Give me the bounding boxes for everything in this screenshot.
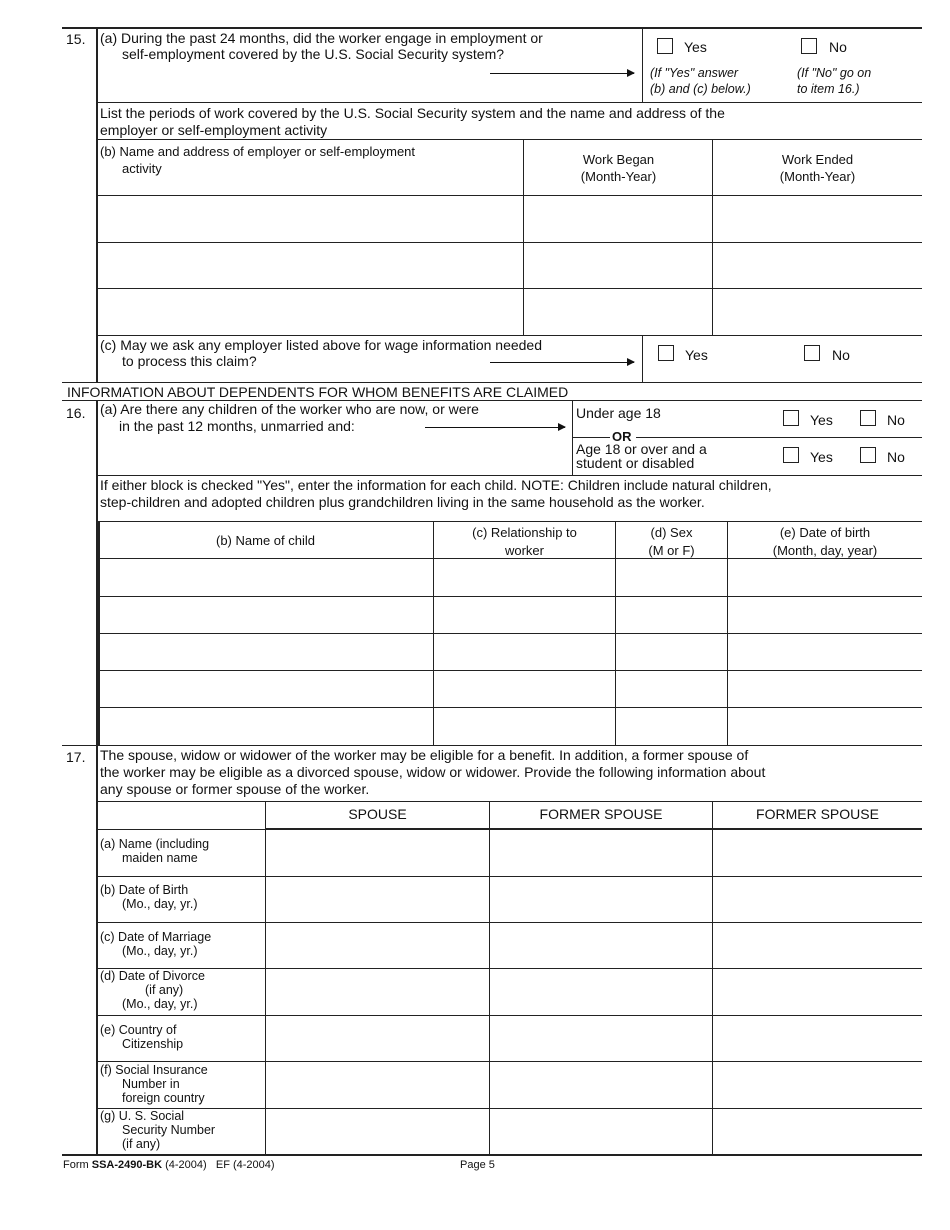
work-began-header-line1: Work Began	[582, 152, 655, 167]
child-row-5-dob-field[interactable]	[728, 708, 921, 745]
former-spouse-1-sin-field[interactable]	[491, 1062, 711, 1107]
q15c-yes-checkbox[interactable]	[658, 345, 674, 361]
spouse-dob-field[interactable]	[267, 877, 488, 921]
row-g-label-line1: (g) U. S. Social	[100, 1109, 185, 1123]
former-spouse-2-ssn-field[interactable]	[714, 1109, 921, 1153]
child-row-2-relationship-field[interactable]	[434, 597, 614, 632]
q17-number: 17.	[66, 749, 86, 765]
former-spouse-1-marriage-date-field[interactable]	[491, 923, 711, 967]
child-row-1-sex-field[interactable]	[616, 559, 726, 595]
q15c-answer-divider	[642, 335, 643, 382]
row-a-label-line1: (a) Name (including	[100, 837, 210, 851]
under-18-no-checkbox[interactable]	[860, 410, 876, 426]
employer-row-3-began-field[interactable]	[524, 289, 711, 334]
q15c-arrow	[490, 362, 634, 363]
form-id: SSA-2490-BK	[91, 1159, 163, 1171]
q17-header-rule	[265, 828, 922, 830]
employer-row-2-name-field[interactable]	[98, 243, 522, 287]
child-row-4-dob-field[interactable]	[728, 671, 921, 706]
row-e-label-line1: (e) Country of	[100, 1023, 177, 1037]
child-row-1-dob-field[interactable]	[728, 559, 921, 595]
child-name-header: (b) Name of child	[216, 533, 315, 548]
former-spouse-2-marriage-date-field[interactable]	[714, 923, 921, 967]
q17-rule-1	[96, 801, 922, 802]
under-18-yes-checkbox[interactable]	[783, 410, 799, 426]
row-c-label-line1: (c) Date of Marriage	[100, 930, 212, 944]
q16a-question-line1: (a) Are there any children of the worker who are now, or were	[100, 401, 479, 417]
q16-note-line1: If either block is checked "Yes", enter the information for each child. NOTE: Children include natural children,	[100, 477, 772, 493]
q15c-yes-label: Yes	[685, 347, 708, 363]
q16a-question-line2: in the past 12 months, unmarried and:	[119, 418, 355, 434]
spouse-ssn-field[interactable]	[267, 1109, 488, 1153]
child-row-5-sex-field[interactable]	[616, 708, 726, 745]
or-rule-right	[636, 437, 922, 438]
work-began-header-line2: (Month-Year)	[580, 169, 657, 184]
q17-top-rule	[62, 745, 922, 746]
q15a-arrow	[490, 73, 634, 74]
top-rule	[62, 27, 922, 29]
q17-col-divider-1	[265, 801, 266, 1155]
employer-row-2-ended-field[interactable]	[713, 243, 921, 287]
spouse-citizenship-field[interactable]	[267, 1016, 488, 1060]
former-spouse-2-citizenship-field[interactable]	[714, 1016, 921, 1060]
under-18-label: Under age 18	[576, 405, 661, 421]
under-18-yes-label: Yes	[810, 412, 833, 428]
child-row-3-sex-field[interactable]	[616, 634, 726, 669]
form-ef: EF (4-2004)	[215, 1159, 275, 1171]
child-row-2-dob-field[interactable]	[728, 597, 921, 632]
over-18-yes-checkbox[interactable]	[783, 447, 799, 463]
child-relationship-header-line2: worker	[504, 543, 544, 558]
former-spouse-2-divorce-date-field[interactable]	[714, 969, 921, 1014]
q15a-no-note-line1: (If "No" go on	[797, 66, 872, 80]
child-row-4-sex-field[interactable]	[616, 671, 726, 706]
child-dob-header-line2: (Month, day, year)	[772, 543, 878, 558]
row-d-label-line1: (d) Date of Divorce	[100, 969, 205, 983]
employer-row-3-ended-field[interactable]	[713, 289, 921, 334]
q16-note-line2: step-children and adopted children plus grandchildren living in the same household as the worker.	[100, 494, 705, 510]
row-d-label-line2: (if any)	[145, 983, 184, 997]
q15a-no-note-line2: to item 16.)	[797, 82, 860, 96]
child-row-3-relationship-field[interactable]	[434, 634, 614, 669]
q16-rule-1	[96, 475, 922, 476]
q15b-header-line1: (b) Name and address of employer or self-employment	[100, 144, 416, 159]
child-sex-header-line2: (M or F)	[648, 543, 695, 558]
child-row-1-name-field[interactable]	[100, 559, 432, 595]
employer-row-1-ended-field[interactable]	[713, 196, 921, 241]
child-row-2-name-field[interactable]	[100, 597, 432, 632]
child-dob-header-line1: (e) Date of birth	[779, 525, 871, 540]
q15-list-intro-line1: List the periods of work covered by the U.S. Social Security system and the name and address of the	[100, 105, 725, 121]
former-spouse-2-sin-field[interactable]	[714, 1062, 921, 1107]
row-d-label-line3: (Mo., day, yr.)	[122, 997, 198, 1011]
former-spouse-1-dob-field[interactable]	[491, 877, 711, 921]
employer-row-3-name-field[interactable]	[98, 289, 522, 334]
row-g-label-line2: Security Number	[122, 1123, 216, 1137]
q15a-question-line1: (a) During the past 24 months, did the worker engage in employment or	[100, 30, 543, 46]
q17-intro-line3: any spouse or former spouse of the worker.	[100, 781, 370, 797]
spouse-column-header: SPOUSE	[348, 806, 407, 822]
q17-intro-line1: The spouse, widow or widower of the worker may be eligible for a benefit. In addition, a former spouse of	[100, 747, 749, 763]
former-spouse-1-divorce-date-field[interactable]	[491, 969, 711, 1014]
q15a-question-line2: self-employment covered by the U.S. Social Security system?	[122, 46, 505, 62]
form-footer	[63, 1159, 275, 1172]
over-18-no-checkbox[interactable]	[860, 447, 876, 463]
child-row-2-sex-field[interactable]	[616, 597, 726, 632]
row-e-label-line2: Citizenship	[122, 1037, 184, 1051]
row-a-label-line2: maiden name	[122, 851, 198, 865]
q15-list-intro-line2: employer or self-employment activity	[100, 122, 328, 138]
q15c-question-line2: to process this claim?	[122, 353, 257, 369]
child-relationship-header-line1: (c) Relationship to	[472, 525, 577, 540]
q15a-no-label: No	[829, 39, 847, 55]
under-18-no-label: No	[887, 412, 905, 428]
over-18-label-line1: Age 18 or over and a	[576, 441, 707, 457]
q17-label-header-rule	[96, 829, 265, 830]
q16a-arrow	[425, 427, 565, 428]
child-row-3-name-field[interactable]	[100, 634, 432, 669]
q16-rule-2	[96, 521, 922, 522]
over-18-no-label: No	[887, 449, 905, 465]
former-spouse-1-name-field[interactable]	[491, 831, 711, 875]
form-prefix: Form	[63, 1159, 89, 1171]
work-ended-header-line1: Work Ended	[781, 152, 854, 167]
q16-number: 16.	[66, 405, 86, 421]
q15-rule-2	[96, 139, 922, 140]
q15b-header-line2: activity	[122, 161, 162, 176]
q17-col-divider-3	[712, 801, 713, 1155]
over-18-label-line2: student or disabled	[576, 455, 695, 471]
child-row-3-dob-field[interactable]	[728, 634, 921, 669]
q15-row-rule-4	[96, 335, 922, 336]
q17-bottom-rule	[62, 1154, 922, 1156]
q15-number: 15.	[66, 31, 86, 47]
q15c-no-checkbox[interactable]	[804, 345, 820, 361]
spouse-sin-field[interactable]	[267, 1062, 488, 1107]
page-number: Page 5	[460, 1159, 495, 1171]
q15c-question-line1: (c) May we ask any employer listed above for wage information needed	[100, 337, 542, 353]
child-row-4-name-field[interactable]	[100, 671, 432, 706]
row-f-label-line2: Number in	[122, 1077, 180, 1091]
q17-intro-line2: the worker may be eligible as a divorced spouse, widow or widower. Provide the following information about	[100, 764, 766, 780]
q15a-yes-note-line1: (If "Yes" answer	[650, 66, 739, 80]
q15a-no-checkbox[interactable]	[801, 38, 817, 54]
row-f-label-line3: foreign country	[122, 1091, 205, 1105]
q15a-yes-label: Yes	[684, 39, 707, 55]
over-18-yes-label: Yes	[810, 449, 833, 465]
or-rule-left	[572, 437, 610, 438]
q17-col-divider-2	[489, 801, 490, 1155]
spouse-name-field[interactable]	[267, 831, 488, 875]
former-spouse-2-name-field[interactable]	[714, 831, 921, 875]
work-ended-header-line2: (Month-Year)	[779, 169, 856, 184]
former-spouse-1-column-header: FORMER SPOUSE	[539, 806, 663, 822]
child-row-5-name-field[interactable]	[100, 708, 432, 745]
or-label: OR	[612, 429, 632, 444]
former-spouse-1-citizenship-field[interactable]	[491, 1016, 711, 1060]
q15-rule-1	[96, 102, 922, 103]
dependents-top-rule	[62, 382, 922, 383]
row-b-label-line2: (Mo., day, yr.)	[122, 897, 198, 911]
row-c-label-line2: (Mo., day, yr.)	[122, 944, 198, 958]
q15a-yes-checkbox[interactable]	[657, 38, 673, 54]
row-b-label-line1: (b) Date of Birth	[100, 883, 189, 897]
form-date: (4-2004)	[165, 1159, 207, 1171]
child-row-1-relationship-field[interactable]	[434, 559, 614, 595]
q15a-answer-divider	[642, 27, 643, 102]
child-row-4-relationship-field[interactable]	[434, 671, 614, 706]
spouse-marriage-date-field[interactable]	[267, 923, 488, 967]
employer-row-1-name-field[interactable]	[98, 196, 522, 241]
child-row-5-relationship-field[interactable]	[434, 708, 614, 745]
former-spouse-2-dob-field[interactable]	[714, 877, 921, 921]
employer-row-2-began-field[interactable]	[524, 243, 711, 287]
dependents-header: INFORMATION ABOUT DEPENDENTS FOR WHOM BENEFITS ARE CLAIMED	[67, 384, 569, 400]
former-spouse-1-ssn-field[interactable]	[491, 1109, 711, 1153]
q15c-no-label: No	[832, 347, 850, 363]
q15a-yes-note-line2: (b) and (c) below.)	[650, 82, 751, 96]
former-spouse-2-column-header: FORMER SPOUSE	[756, 806, 879, 822]
row-g-label-line3: (if any)	[122, 1137, 161, 1151]
child-sex-header-line1: (d) Sex	[650, 525, 693, 540]
row-f-label-line1: (f) Social Insurance	[100, 1063, 208, 1077]
spouse-divorce-date-field[interactable]	[267, 969, 488, 1014]
employer-row-1-began-field[interactable]	[524, 196, 711, 241]
q17-left-border	[96, 745, 98, 1155]
